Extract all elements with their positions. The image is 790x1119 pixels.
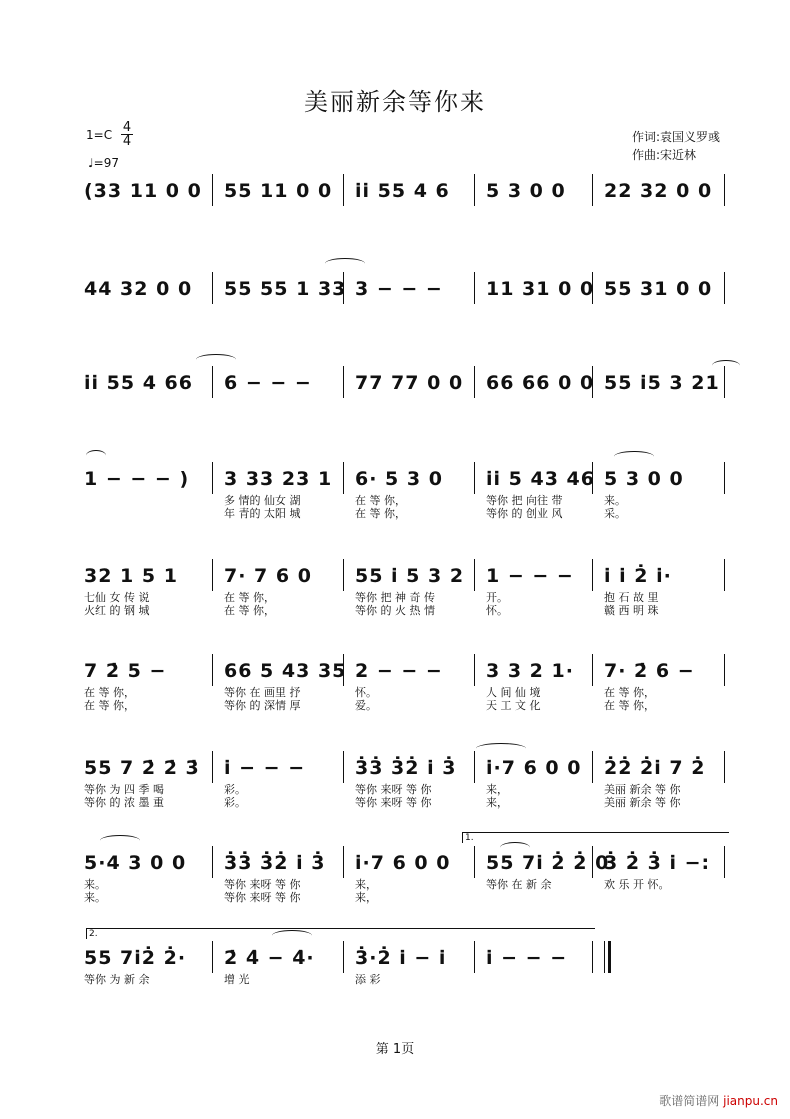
barline <box>212 846 213 878</box>
barline <box>343 559 344 591</box>
barline <box>474 751 475 783</box>
measure: 7· 2̇ 6 − <box>604 660 695 682</box>
barline <box>724 559 725 591</box>
measure: 55 11 0 0 <box>224 180 333 202</box>
lyric-line: 等你 的 浓 墨 重 <box>84 796 164 809</box>
barline <box>724 272 725 304</box>
barline <box>343 462 344 494</box>
lyricist-credit: 作词:袁国义罗彧 <box>632 130 721 144</box>
lyric-line: 等你 来呀 等 你 <box>224 891 301 904</box>
tie-slur <box>614 451 654 462</box>
lyric-line: 在 等 你， <box>604 686 655 699</box>
lyric-line: 在 等 你， <box>224 591 275 604</box>
measure: i̇·7 6 0 0 <box>355 852 451 874</box>
measure: 3 3 2 1· <box>486 660 574 682</box>
lyric-line: 采。 <box>604 507 626 520</box>
watermark-site-name: 歌谱简谱网 <box>659 1094 720 1108</box>
lyric-line: 等你 的 深情 厚 <box>224 699 301 712</box>
measure: (33 11 0 0 <box>84 180 202 202</box>
measure: i̇ − − − <box>486 947 568 969</box>
lyric-line: 在 等 你， <box>355 494 406 507</box>
measure: 7· 7 6 0 <box>224 565 312 587</box>
barline <box>474 941 475 973</box>
lyric-line: 人 间 仙 境 <box>486 686 541 699</box>
barline <box>592 559 593 591</box>
measure: i̇i̇ 5 43 46 <box>486 468 595 490</box>
lyric-line: 等你 来呀 等 你 <box>355 796 432 809</box>
lyric-line: 美丽 新余 等 你 <box>604 783 681 796</box>
barline <box>343 366 344 398</box>
lyric-line: 在 等 你， <box>84 686 135 699</box>
measure: 11 31 0 0 <box>486 278 595 300</box>
measure: 3 33 23 1 <box>224 468 333 490</box>
lyric-line: 抱 石 故 里 <box>604 591 659 604</box>
watermark-url: jianpu.cn <box>723 1094 778 1108</box>
barline <box>474 462 475 494</box>
lyric-line: 来， <box>486 783 508 796</box>
barline <box>474 272 475 304</box>
barline <box>592 751 593 783</box>
lyric-line: 来， <box>355 891 377 904</box>
measure: 55 7 2̇ 2̇ 3̇ <box>84 757 200 779</box>
lyric-line: 怀。 <box>486 604 508 617</box>
lyric-line: 等你 的 创业 风 <box>486 507 563 520</box>
barline <box>212 272 213 304</box>
tie-slur <box>500 842 530 853</box>
tie-slur <box>100 835 140 846</box>
lyric-line: 添 彩 <box>355 973 381 986</box>
measure: 3̇·2̇ i̇ − i̇ <box>355 947 447 969</box>
measure: 5 3 0 0 <box>604 468 684 490</box>
barline <box>474 559 475 591</box>
measure: 55 7i̇2̇ 2̇· <box>84 947 187 969</box>
measure: 3 − − − <box>355 278 443 300</box>
measure: 2̇ 4̇ − 4̇· <box>224 947 315 969</box>
lyric-line: 在 等 你， <box>224 604 275 617</box>
lyric-line: 美丽 新余 等 你 <box>604 796 681 809</box>
barline <box>212 654 213 686</box>
key-signature: 1=C <box>86 128 113 142</box>
lyric-line: 等你 为 新 余 <box>84 973 150 986</box>
final-barline-thin <box>604 941 605 973</box>
barline <box>212 174 213 206</box>
composer-credit: 作曲:宋近林 <box>632 148 697 162</box>
time-signature-bottom: 4 <box>122 134 132 149</box>
lyric-line: 在 等 你， <box>604 699 655 712</box>
measure: 1 − − − <box>486 565 574 587</box>
lyric-line: 来。 <box>84 878 106 891</box>
tie-slur <box>86 450 106 461</box>
barline <box>724 462 725 494</box>
measure: 5·4 3 0 0 <box>84 852 187 874</box>
volta-bracket-first: 1. <box>462 832 729 843</box>
measure: 77 77 0 0 <box>355 372 464 394</box>
measure: 55 31 0 0 <box>604 278 713 300</box>
barline <box>212 941 213 973</box>
measure: 2̇2̇ 2̇i̇ 7 2̇ <box>604 757 706 779</box>
measure: i̇ i̇ 2̇ i̇· <box>604 565 672 587</box>
barline <box>724 654 725 686</box>
measure: 1 − − − ) <box>84 468 190 490</box>
lyric-line: 增 光 <box>224 973 250 986</box>
measure: 7 2̇ 5 − <box>84 660 167 682</box>
measure: 44 32 0 0 <box>84 278 193 300</box>
barline <box>724 751 725 783</box>
barline <box>343 941 344 973</box>
measure: 3̇3̇ 3̇2̇ i̇ 3̇ <box>224 852 326 874</box>
measure: i̇ − − − <box>224 757 306 779</box>
measure: 6 − − − <box>224 372 312 394</box>
barline <box>474 654 475 686</box>
volta-bracket-second: 2. <box>86 928 595 939</box>
barline <box>474 366 475 398</box>
lyric-line: 等你 的 火 热 情 <box>355 604 435 617</box>
measure: i̇·7 6 0 0 <box>486 757 582 779</box>
lyric-line: 开。 <box>486 591 508 604</box>
barline <box>724 846 725 878</box>
measure: 66 5 43 35 <box>224 660 347 682</box>
measure: 32 1 5 1 <box>84 565 178 587</box>
lyric-line: 来， <box>486 796 508 809</box>
barline <box>212 751 213 783</box>
score-title: 美丽新余等你来 <box>304 88 486 116</box>
final-barline-thick <box>608 941 611 973</box>
lyric-line: 七仙 女 传 说 <box>84 591 150 604</box>
lyric-line: 欢 乐 开 怀。 <box>604 878 670 891</box>
lyric-line: 来。 <box>84 891 106 904</box>
tie-slur <box>196 354 236 365</box>
measure: 3̇ 2̇ 3̇ i̇ −: <box>604 852 711 874</box>
lyric-line: 天 工 文 化 <box>486 699 541 712</box>
barline <box>343 846 344 878</box>
measure: 66 66 0 0 <box>486 372 595 394</box>
measure: 6· 5 3 0 <box>355 468 443 490</box>
barline <box>474 846 475 878</box>
lyric-line: 年 青的 太阳 城 <box>224 507 301 520</box>
tie-slur <box>325 258 365 269</box>
barline <box>212 462 213 494</box>
barline <box>343 751 344 783</box>
measure: 22 32 0 0 <box>604 180 713 202</box>
lyric-line: 彩。 <box>224 783 246 796</box>
barline <box>474 174 475 206</box>
lyric-line: 爱。 <box>355 699 377 712</box>
lyric-line: 等你 把 神 奇 传 <box>355 591 435 604</box>
lyric-line: 火红 的 钢 城 <box>84 604 150 617</box>
measure: i̇i̇ 55 4 6 <box>355 180 450 202</box>
lyric-line: 等你 为 四 季 喝 <box>84 783 164 796</box>
measure: 55 i̇ 5 3 2 <box>355 565 465 587</box>
barline <box>724 174 725 206</box>
measure: 2 − − − <box>355 660 443 682</box>
tie-slur <box>476 743 526 754</box>
lyric-line: 等你 把 向往 带 <box>486 494 563 507</box>
measure: 55 7i̇ 2̇ 2̇ 0 <box>486 852 610 874</box>
lyric-line: 怀。 <box>355 686 377 699</box>
measure: 5 3 0 0 <box>486 180 566 202</box>
measure: 55 55 1 33 <box>224 278 347 300</box>
lyric-line: 等你 来呀 等 你 <box>224 878 301 891</box>
barline <box>592 654 593 686</box>
barline <box>212 559 213 591</box>
measure: 55 i̇5 3 21 <box>604 372 720 394</box>
lyric-line: 在 等 你， <box>84 699 135 712</box>
lyric-line: 来， <box>355 878 377 891</box>
barline <box>592 941 593 973</box>
barline <box>212 366 213 398</box>
lyric-line: 等你 来呀 等 你 <box>355 783 432 796</box>
lyric-line: 来。 <box>604 494 626 507</box>
page-number: 第 1页 <box>375 1042 415 1057</box>
lyric-line: 等你 在 新 余 <box>486 878 552 891</box>
barline <box>592 174 593 206</box>
time-signature-top: 4 <box>122 120 132 135</box>
lyric-line: 等你 在 画里 抒 <box>224 686 301 699</box>
measure: 3̇3̇ 3̇2̇ i̇ 3̇ <box>355 757 457 779</box>
tie-slur <box>712 360 740 371</box>
tempo-marking: ♩=97 <box>88 156 119 170</box>
time-signature <box>121 121 133 148</box>
lyric-line: 彩。 <box>224 796 246 809</box>
barline <box>343 174 344 206</box>
lyric-line: 赣 西 明 珠 <box>604 604 659 617</box>
measure: i̇i̇ 55 4 66 <box>84 372 193 394</box>
lyric-line: 在 等 你， <box>355 507 406 520</box>
watermark <box>659 1092 778 1109</box>
lyric-line: 多 情的 仙女 湖 <box>224 494 301 507</box>
